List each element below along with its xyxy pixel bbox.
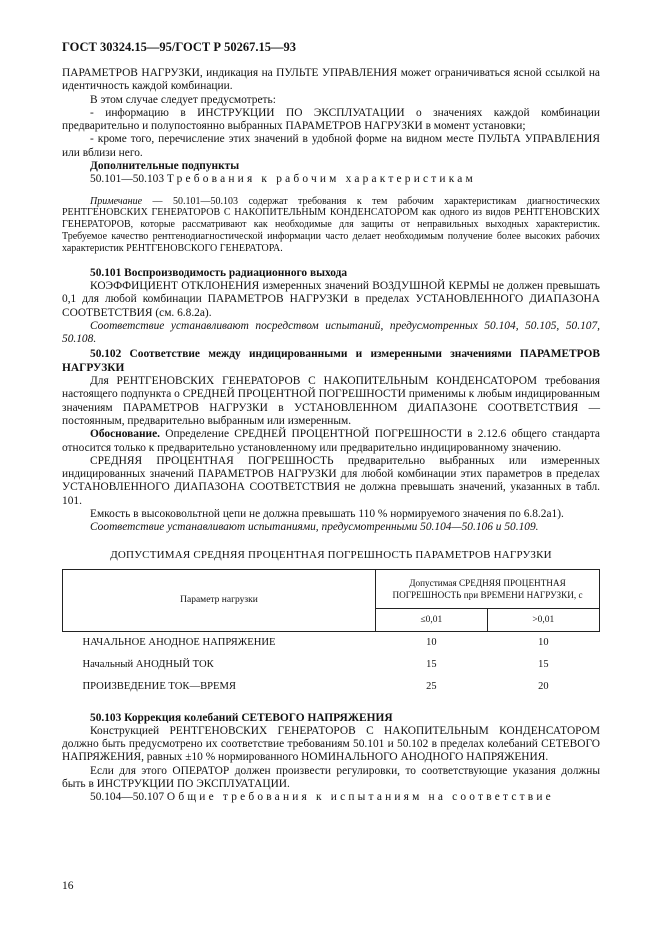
table-cell-value: 10 xyxy=(376,631,488,654)
table-cell-param: НАЧАЛЬНОЕ АНОДНОЕ НАПРЯЖЕНИЕ xyxy=(63,631,376,654)
subsection-number: 50.101—50.103 xyxy=(90,173,165,186)
page-number: 16 xyxy=(62,880,74,892)
rationale-text: Определение СРЕДНЕЙ ПРОЦЕНТНОЙ ПОГРЕШНОСТИ в 2.12.6 общего стандарта относится только к предварительно установленному или предварительно индицированному значению. xyxy=(62,428,600,454)
subsection-title xyxy=(62,791,600,804)
paragraph: КОЭФФИЦИЕНТ ОТКЛОНЕНИЯ измеренных значений ВОЗДУШНОЙ КЕРМЫ не должен превышать 0,1 для любой комбинации ПАРАМЕТРОВ НАГРУЗКИ в пределах УСТАНОВЛЕННОГО ДИАПАЗОНА СООТВЕТСТВИЯ (см. 6.8.2а). xyxy=(62,279,600,319)
rationale-label: Обоснование. xyxy=(90,428,161,441)
document-page xyxy=(62,40,600,805)
compliance-note: Соответствие устанавливают посредством испытаний, предусмотренных 50.104, 50.105, 50.107, 50.108. xyxy=(62,319,600,346)
table-subheader-short: ≤0,01 xyxy=(376,608,488,631)
paragraph: В этом случае следует предусмотреть: xyxy=(90,93,276,106)
table-header-error-line2: ПОГРЕШНОСТЬ при ВРЕМЕНИ НАГРУЗКИ, с xyxy=(392,589,583,600)
paragraph: Емкость в высоковольтной цепи не должна превышать 110 % нормируемого значения по 6.8.2а1). xyxy=(90,508,564,520)
section-heading-50-102: 50.102 Соответствие между индицированными и измеренными значениями ПАРАМЕТРОВ НАГРУЗКИ xyxy=(62,348,600,374)
document-header: ГОСТ 30324.15—95/ГОСТ Р 50267.15—93 xyxy=(62,40,296,54)
table-header-error xyxy=(376,569,600,608)
subsection-title xyxy=(62,173,600,186)
error-table xyxy=(62,569,600,698)
note xyxy=(62,196,600,255)
table-cell-value: 20 xyxy=(538,681,549,693)
list-item: - кроме того, перечисление этих значений в удобной форме на видном месте ПУЛЬТА УПРАВЛЕНИЯ или вблизи него. xyxy=(62,133,600,159)
list-item: - информацию в ИНСТРУКЦИИ ПО ЭКСПЛУАТАЦИИ о значениях каждой комбинации предварительно и полупостоянно выбранных ПАРАМЕТРОВ НАГРУЗКИ в момент установки; xyxy=(62,106,600,133)
paragraph: Если для этого ОПЕРАТОР должен произвести регулировки, то соответствующие указания должны быть в ИНСТРУКЦИИ ПО ЭКСПЛУАТАЦИИ. xyxy=(62,764,600,791)
table-cell-value: 15 xyxy=(538,659,549,671)
note-text: — 50.101—50.103 содержат требования к тем рабочим характеристикам диагностических РЕНТГЕНОВСКИХ ГЕНЕРАТОРОВ С НАКОПИТЕЛЬНЫМ КОНДЕНСАТОРОМ как одного из видов РЕНТГЕНОВСКИХ ГЕНЕРАТОРОВ, которые рассматривают как необходимые для защиты от неправильных выходных характеристик. Требуемое качество рентгенодиагностической информации часто делает необходимым получение более высоких рабочих характеристик РЕНТГЕНОВСКОГО ГЕНЕРАТОРА. xyxy=(62,195,600,254)
compliance-note: Соответствие устанавливают испытаниями, предусмотренными 50.104—50.106 и 50.109. xyxy=(90,521,539,534)
section-heading-50-101: 50.101 Воспроизводимость радиационного выхода xyxy=(90,266,348,279)
table-header-parameter: Параметр нагрузки xyxy=(63,569,376,631)
table-row xyxy=(63,654,600,676)
section-heading-50-103: 50.103 Коррекция колебаний СЕТЕВОГО НАПРЯЖЕНИЯ xyxy=(90,711,393,724)
table-cell-param: ПРОИЗВЕДЕНИЕ ТОК—ВРЕМЯ xyxy=(82,681,236,693)
paragraph: Конструкцией РЕНТГЕНОВСКИХ ГЕНЕРАТОРОВ С НАКОПИТЕЛЬНЫМ КОНДЕНСАТОРОМ должно быть предусмотрено их соответствие требованиям 50.101 и 50.102 в пределах колебаний СЕТЕВОГО НАПРЯЖЕНИЯ, равных ±10 % нормированного НОМИНАЛЬНОГО АНОДНОГО НАПРЯЖЕНИЯ. xyxy=(62,724,600,764)
table-cell-value: 25 xyxy=(426,681,437,693)
table-cell-param: Начальный АНОДНЫЙ ТОК xyxy=(82,659,214,671)
paragraph: ПАРАМЕТРОВ НАГРУЗКИ, индикация на ПУЛЬТЕ УПРАВЛЕНИЯ может ограничиваться ясной ссылкой на идентичность каждой комбинации. xyxy=(62,67,600,93)
paragraph: СРЕДНЯЯ ПРОЦЕНТНАЯ ПОГРЕШНОСТЬ предварительно выбранных или измеренных индицированных значений ПАРАМЕТРОВ НАГРУЗКИ для любой комбинации этих параметров в пределах УСТАНОВЛЕННОГО ДИАПАЗОНА СООТВЕТСТВИЯ не должна превышать значений, указанных в табл. 101. xyxy=(62,454,600,507)
paragraph: Для РЕНТГЕНОВСКИХ ГЕНЕРАТОРОВ С НАКОПИТЕЛЬНЫМ КОНДЕНСАТОРОМ требования настоящего подпункта о СРЕДНЕЙ ПРОЦЕНТНОЙ ПОГРЕШНОСТИ применимы к любым индицированным значениям ПАРАМЕТРОВ НАГРУЗКИ в УСТАНОВЛЕННОМ ДИАПАЗОНЕ СООТВЕТСТВИЯ — постоянным, предварительно выбранным или измеренным. xyxy=(62,375,600,427)
section-heading: Дополнительные подпункты xyxy=(90,160,240,173)
table-header-error-line1: Допустимая СРЕДНЯЯ ПРОЦЕНТНАЯ xyxy=(409,577,566,588)
subsection-text: Общие требования к испытаниям на соответствие xyxy=(166,791,554,804)
subsection-number: 50.104—50.107 xyxy=(90,791,165,804)
table-row xyxy=(63,676,600,698)
table-row xyxy=(63,631,600,654)
table-cell-value: 15 xyxy=(426,659,437,671)
table-cell-value: 10 xyxy=(487,631,599,654)
table-caption: ДОПУСТИМАЯ СРЕДНЯЯ ПРОЦЕНТНАЯ ПОГРЕШНОСТЬ ПАРАМЕТРОВ НАГРУЗКИ xyxy=(110,548,552,561)
note-label: Примечание xyxy=(90,195,143,207)
rationale-paragraph xyxy=(62,428,600,455)
subsection-text: Требования к рабочим характеристикам xyxy=(166,173,476,186)
table-subheader-long: >0,01 xyxy=(487,608,599,631)
